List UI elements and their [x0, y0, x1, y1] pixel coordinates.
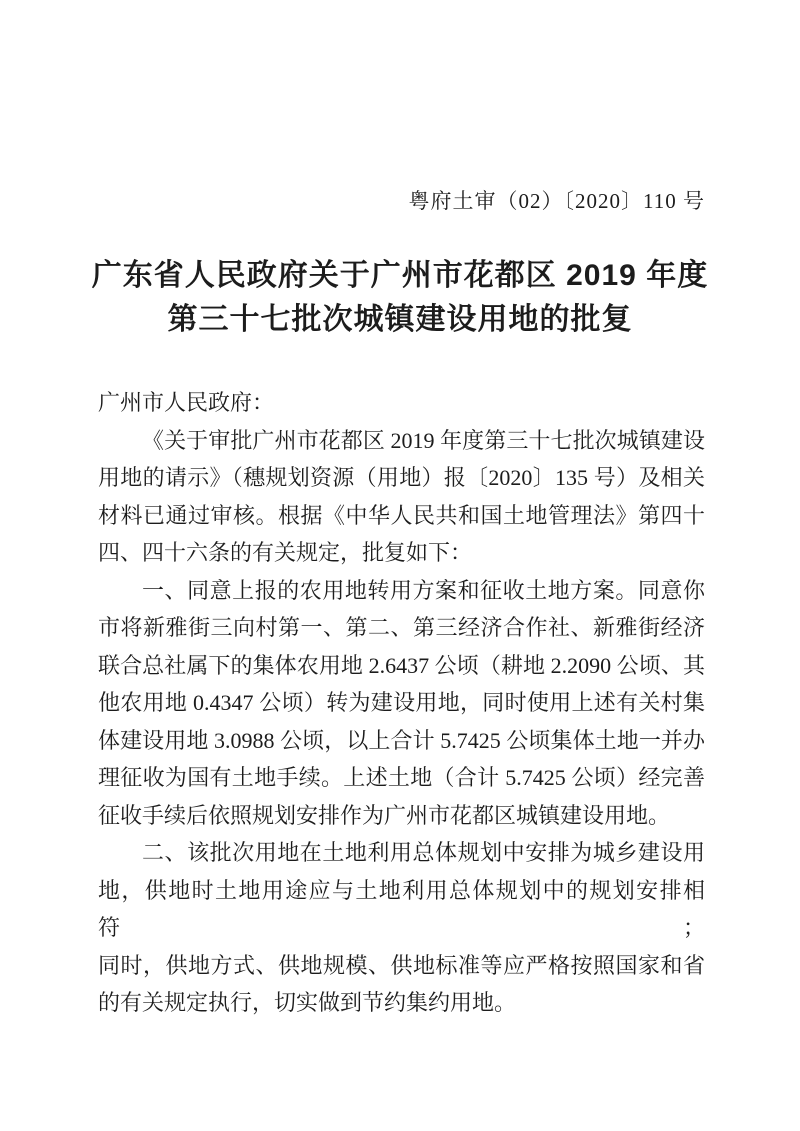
body-line: 理征收为国有土地手续。上述土地（合计 5.7425 公顷）经完善 [98, 765, 705, 790]
body-line: 用地的请示》（穗规划资源（用地）报〔2020〕135 号）及相关 [98, 465, 705, 490]
body-line: 同时，供地方式、供地规模、供地标准等应严格按照国家和省 [98, 952, 705, 978]
body-line: 市将新雅街三向村第一、第二、第三经济合作社、新雅街经济 [98, 615, 705, 640]
document-title-line-1: 广东省人民政府关于广州市花都区 2019 年度 [91, 259, 709, 292]
salutation: 广州市人民政府： [98, 390, 275, 415]
body-line: 四、四十六条的有关规定，批复如下： [98, 540, 473, 565]
body-line: 材料已通过审核。根据《中华人民共和国土地管理法》第四十 [98, 502, 705, 528]
body-line: 征收手续后依照规划安排作为广州市花都区城镇建设用地。 [98, 802, 671, 828]
body-line: 的有关规定执行，切实做到节约集约用地。 [98, 990, 517, 1015]
document-number: 粤府土审（02）〔2020〕110 号 [408, 189, 705, 213]
document-title-line-2: 第三十七批次城镇建设用地的批复 [167, 303, 633, 336]
body-line: 一、同意上报的农用地转用方案和征收土地方案。同意你 [142, 577, 705, 603]
body-line: 地，供地时土地用途应与土地利用总体规划中的规划安排相符； [98, 877, 705, 940]
body-line: 他农用地 0.4347 公顷）转为建设用地，同时使用上述有关村集 [98, 690, 705, 715]
body-line: 联合总社属下的集体农用地 2.6437 公顷（耕地 2.2090 公顷、其 [98, 652, 705, 678]
document-body [98, 384, 705, 1022]
body-line: 二、该批次用地在土地利用总体规划中安排为城乡建设用 [142, 840, 705, 865]
document-title [50, 254, 750, 342]
body-line: 《关于审批广州市花都区 2019 年度第三十七批次城镇建设 [142, 427, 705, 453]
body-line: 体建设用地 3.0988 公顷，以上合计 5.7425 公顷集体土地一并办 [98, 727, 705, 753]
